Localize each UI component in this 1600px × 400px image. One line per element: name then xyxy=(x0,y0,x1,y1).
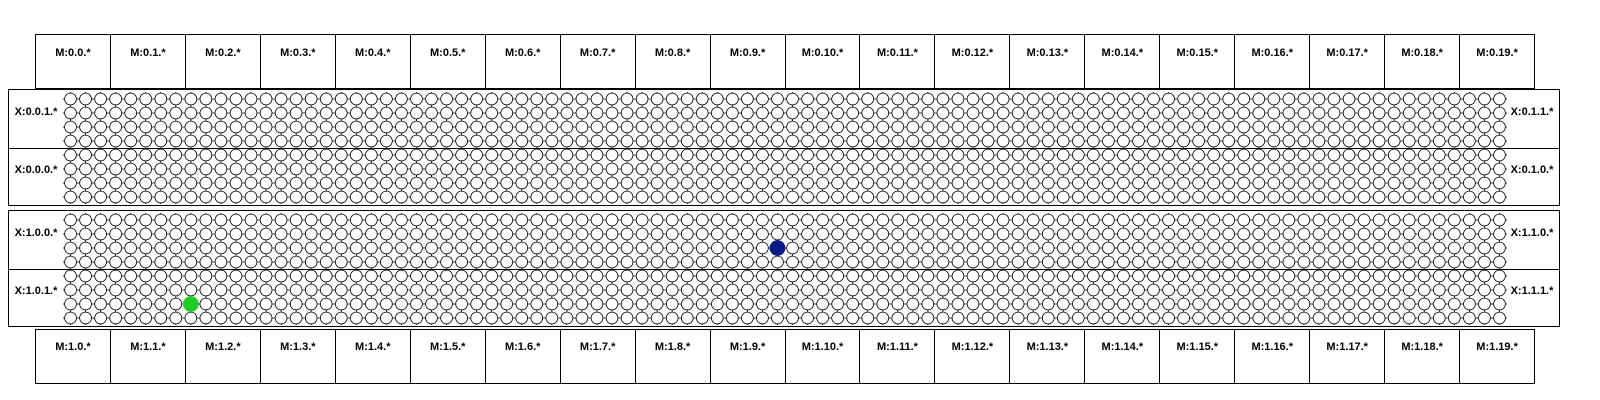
bottom-port-12: M:1.12.* xyxy=(934,329,1010,384)
bottom-port-6: M:1.6.* xyxy=(485,329,561,384)
bottom-port-16: M:1.16.* xyxy=(1234,329,1310,384)
top-port-1: M:0.1.* xyxy=(110,34,186,89)
top-port-14: M:0.14.* xyxy=(1084,34,1160,89)
bottom-port-5: M:1.5.* xyxy=(410,329,486,384)
bottom-port-19: M:1.19.* xyxy=(1459,329,1535,384)
top-port-0: M:0.0.* xyxy=(35,34,111,89)
top-port-9: M:0.9.* xyxy=(710,34,786,89)
block-1-right-label-1: X:1.1.1.* xyxy=(1510,285,1554,297)
block-1-left-label-0: X:1.0.0.* xyxy=(14,227,58,239)
block-0-left-label-1: X:0.0.0.* xyxy=(14,164,58,176)
bottom-port-17: M:1.17.* xyxy=(1309,329,1385,384)
top-port-19: M:0.19.* xyxy=(1459,34,1535,89)
top-port-5: M:0.5.* xyxy=(410,34,486,89)
bottom-port-15: M:1.15.* xyxy=(1159,329,1235,384)
top-port-4: M:0.4.* xyxy=(335,34,411,89)
green-node-marker xyxy=(183,297,198,312)
bottom-port-14: M:1.14.* xyxy=(1084,329,1160,384)
top-port-8: M:0.8.* xyxy=(635,34,711,89)
bottom-port-11: M:1.11.* xyxy=(859,329,935,384)
block-0-right-label-0: X:0.1.1.* xyxy=(1510,106,1554,118)
block-0-node-grid xyxy=(63,92,1507,204)
block-1 xyxy=(8,210,1560,327)
block-0-left-label-0: X:0.0.1.* xyxy=(14,106,58,118)
bottom-port-10: M:1.10.* xyxy=(785,329,861,384)
bottom-port-3: M:1.3.* xyxy=(260,329,336,384)
bottom-port-9: M:1.9.* xyxy=(710,329,786,384)
bottom-port-18: M:1.18.* xyxy=(1384,329,1460,384)
bottom-port-2: M:1.2.* xyxy=(185,329,261,384)
top-port-row xyxy=(35,34,1535,89)
top-port-7: M:0.7.* xyxy=(560,34,636,89)
bottom-port-8: M:1.8.* xyxy=(635,329,711,384)
bottom-port-13: M:1.13.* xyxy=(1009,329,1085,384)
block-0 xyxy=(8,89,1560,206)
top-port-18: M:0.18.* xyxy=(1384,34,1460,89)
block-1-right-label-0: X:1.1.0.* xyxy=(1510,227,1554,239)
bottom-port-0: M:1.0.* xyxy=(35,329,111,384)
top-port-2: M:0.2.* xyxy=(185,34,261,89)
bottom-port-1: M:1.1.* xyxy=(110,329,186,384)
top-port-10: M:0.10.* xyxy=(785,34,861,89)
top-port-11: M:0.11.* xyxy=(859,34,935,89)
blue-node-marker xyxy=(770,241,785,256)
block-1-left-label-1: X:1.0.1.* xyxy=(14,285,58,297)
top-port-13: M:0.13.* xyxy=(1009,34,1085,89)
bottom-port-row xyxy=(35,329,1535,384)
bottom-port-7: M:1.7.* xyxy=(560,329,636,384)
top-port-17: M:0.17.* xyxy=(1309,34,1385,89)
top-port-16: M:0.16.* xyxy=(1234,34,1310,89)
block-1-node-grid xyxy=(63,213,1507,325)
block-0-right-label-1: X:0.1.0.* xyxy=(1510,164,1554,176)
top-port-12: M:0.12.* xyxy=(934,34,1010,89)
top-port-6: M:0.6.* xyxy=(485,34,561,89)
top-port-3: M:0.3.* xyxy=(260,34,336,89)
bottom-port-4: M:1.4.* xyxy=(335,329,411,384)
top-port-15: M:0.15.* xyxy=(1159,34,1235,89)
